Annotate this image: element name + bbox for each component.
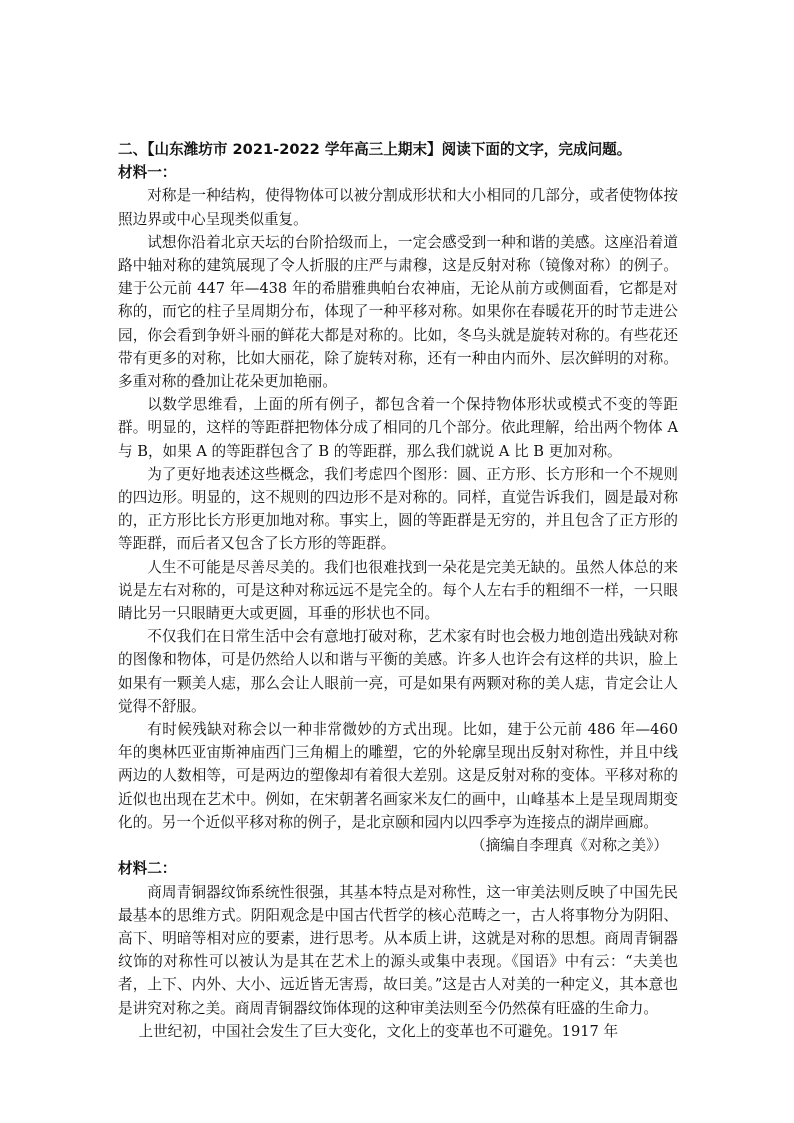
material-one-source: （摘编自李理真《对称之美》） [470, 837, 668, 855]
material-two-paragraph: 商周青铜器纹饰系统性很强，其基本特点是对称性，这一审美法则反映了中国先民最基本的思维方式。阴阳观念是中国古代哲学的核心范畴之一，古人将事物分为阴阳、高下、明暗等相对应的要素，进行思考。从本质上讲，这就是对称的思想。商周青铜器纹饰的对称性可以被认为是其在艺术上的源头或集中表现。《国语》中有云：“夫美也者，上下、内外、大小、远近皆无害焉，故曰美。”这是古人对美的一种定义，其本意也是讲究对称之美。商周青铜器纹饰体现的这种审美法则至今仍然葆有旺盛的生命力。 [118, 883, 678, 1017]
material-one-paragraph: 有时候残缺对称会以一种非常微妙的方式出现。比如，建于公元前 486 年—460 年的奥林匹亚宙斯神庙西门三角楣上的雕塑，它的外轮廓呈现出反射对称性，并且中线两边的人数相等，可是两边的塑像却有着很大差别。这是反射对称的变体。平移对称的近似也出现在艺术中。例如，在宋朝著名画家米友仁的画中，山峰基本上是呈现周期变化的。另一个近似平移对称的例子，是北京颐和园内以四季亭为连接点的湖岸画廊。 [118, 721, 678, 831]
material-one-paragraph: 人生不可能是尽善尽美的。我们也很难找到一朵花是完美无缺的。虽然人体总的来说是左右对称的，可是这种对称远远不是完全的。每个人左右手的粗细不一样，一只眼睛比另一只眼睛更大或更圆，耳垂的形状也不同。 [118, 558, 678, 623]
material-one-label: 材料一： [118, 164, 177, 182]
document-page [118, 138, 678, 1043]
material-two-paragraph: 上世纪初，中国社会发生了巨大变化，文化上的变革也不可避免。1917 年 [138, 1022, 619, 1040]
material-two-label: 材料二： [118, 860, 177, 878]
material-one-paragraph: 试想你沿着北京天坛的台阶拾级而上，一定会感受到一种和谐的美感。这座沿着道路中轴对称的建筑展现了令人折服的庄严与肃穆，这是反射对称（镜像对称）的例子。建于公元前 447 年—438 年的希腊雅典帕台农神庙，无论从前方或侧面看，它都是对称的，而它的柱子呈周期分布，体现了一种平移对称。如果你在春暖花开的时节走进公园，你会看到争妍斗丽的鲜花大都是对称的。比如，冬乌头就是旋转对称的。有些花还带有更多的对称，比如大丽花，除了旋转对称，还有一种由内而外、层次鲜明的对称。多重对称的叠加让花朵更加艳丽。 [118, 233, 678, 391]
material-one-paragraph: 为了更好地表述这些概念，我们考虑四个图形：圆、正方形、长方形和一个不规则的四边形。明显的，这不规则的四边形不是对称的。同样，直觉告诉我们，圆是最对称的，正方形比长方形更加地对称。事实上，圆的等距群是无穷的，并且包含了正方形的等距群，而后者又包含了长方形的等距群。 [118, 465, 678, 553]
material-one-paragraph: 以数学思维看，上面的所有例子，都包含着一个保持物体形状或模式不变的等距群。明显的，这样的等距群把物体分成了相同的几个部分。依此理解，给出两个物体 A 与 B，如果 A 的等距群包含了 B 的等距群，那么我们就说 A 比 B 更加对称。 [118, 396, 678, 460]
material-one-paragraph: 对称是一种结构，使得物体可以被分割成形状和大小相同的几部分，或者使物体按照边界或中心呈现类似重复。 [118, 187, 678, 228]
material-one-paragraph: 不仅我们在日常生活中会有意地打破对称，艺术家有时也会极力地创造出残缺对称的图像和物体，可是仍然给人以和谐与平衡的美感。许多人也许会有这样的共识，脸上如果有一颗美人痣，那么会让人眼前一亮，可是如果有两颗对称的美人痣，肯定会让人觉得不舒服。 [118, 628, 678, 715]
section-title: 二、【山东潍坊市 2021-2022 学年高三上期末】阅读下面的文字，完成问题。 [118, 141, 632, 158]
